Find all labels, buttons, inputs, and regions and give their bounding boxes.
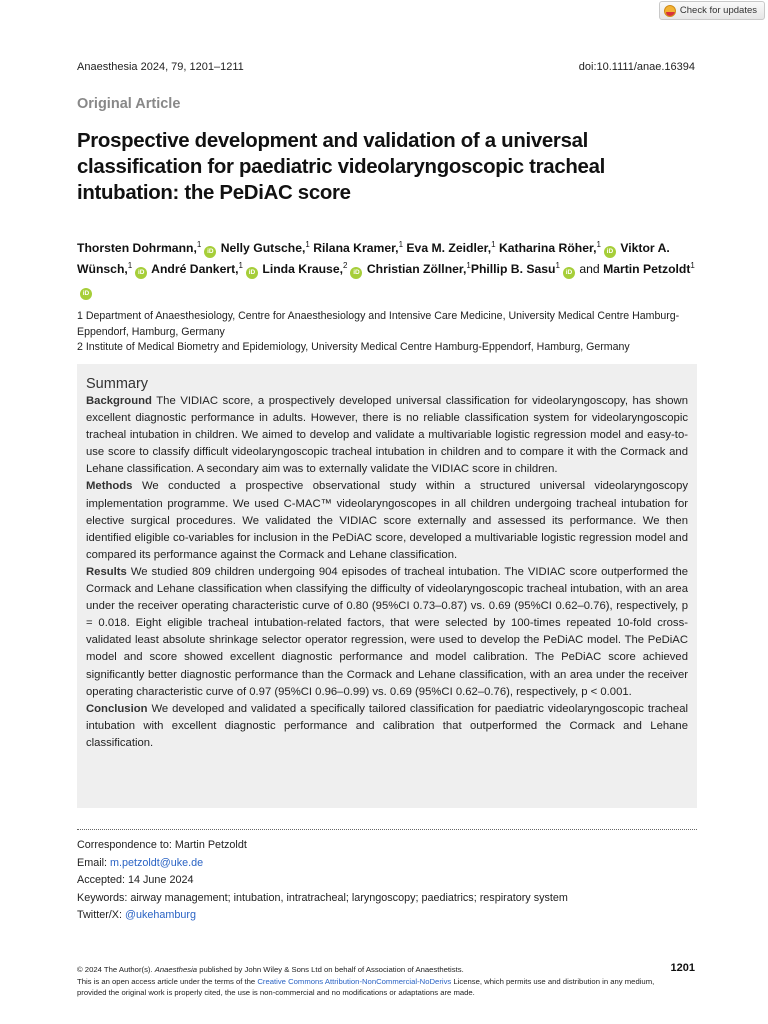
journal-citation: Anaesthesia 2024, 79, 1201–1211 xyxy=(77,61,244,73)
copyright-text: © 2024 The Author(s). xyxy=(77,965,155,974)
check-for-updates-badge[interactable] xyxy=(659,1,765,20)
accepted-date: Accepted: 14 June 2024 xyxy=(77,874,194,887)
keywords-line xyxy=(77,890,697,908)
author-affiliation-marker: 1 xyxy=(238,261,243,270)
author-name: Thorsten Dohrmann, xyxy=(77,241,197,255)
author-name: Eva M. Zeidler, xyxy=(406,241,492,255)
author-affiliation-marker: 1 xyxy=(305,240,310,249)
keywords-label: Keywords: xyxy=(77,891,131,904)
twitter-line xyxy=(77,907,697,925)
copyright-line xyxy=(77,964,657,976)
author-connector: and xyxy=(579,262,600,276)
results-text: We studied 809 children undergoing 904 episodes of tracheal intubation. The VIDIAC score outperformed the Cormack and Lehane classification when classifying the difficulty of videolaryngoscopic tracheal intubation, with an area under the receiver operating characteristic curve of 0.80 (95%CI 0.73–0.87) vs. 0.69 (95%CI 0.62–0.76), respectively, p = 0.018. Eight eligible tracheal intubation-related factors, that were selected by 100-times repeated 10-fold cross-validated least absolute shrinkage selector operator regression, were used to develop the PeDiAC model. The PeDiAC model and score showed excellent diagnostic performance and model calibration. The PeDiAC score achieved significantly better diagnostic performance than the Cormack and Lehane classification, with an area under the receiver operating characteristic curve of 0.97 (95%CI 0.96–0.99) vs. 0.69 (95%CI 0.62–0.76), respectively, p < 0.001. xyxy=(86,565,689,698)
summary-background xyxy=(86,393,688,478)
summary-heading: Summary xyxy=(86,376,149,392)
author-name: Christian Zöllner, xyxy=(366,262,467,276)
author-affiliation-marker: 1 xyxy=(127,261,133,270)
methods-label: Methods xyxy=(86,480,133,493)
orcid-icon[interactable]: iD xyxy=(350,267,362,279)
results-label: Results xyxy=(86,565,127,578)
orcid-icon[interactable]: iD xyxy=(80,288,92,300)
background-text: The VIDIAC score, a prospectively developed universal classification for videolaryngoscopy, has shown excellent diagnostic performance in adults. However, there is no reliable classification system for videolaryngoscopic tracheal intubation in children. We aimed to develop and validate a multivariable logistic regression model and easy-to-use score to classify difficult videolaryngoscopic tracheal intubation in children and to compare it with the Cormack and Lehane classification. A secondary aim was to externally validate the VIDIAC score in children. xyxy=(86,395,688,476)
author-name: Phillip B. Sasu xyxy=(470,262,556,276)
license-text-pre: This is an open access article under the terms of the xyxy=(77,976,258,986)
doi: doi:10.1111/anae.16394 xyxy=(578,61,695,73)
author-affiliation-marker: 1 xyxy=(466,261,471,270)
conclusion-label: Conclusion xyxy=(86,702,148,715)
article-type: Original Article xyxy=(77,96,181,112)
author-name: Katharina Röher, xyxy=(498,241,597,255)
page-number: 1201 xyxy=(670,962,695,974)
orcid-icon[interactable]: iD xyxy=(563,267,575,279)
license-footer xyxy=(77,964,657,999)
orcid-icon[interactable]: iD xyxy=(604,246,616,258)
author-affiliation-marker: 1 xyxy=(491,240,496,249)
summary-methods xyxy=(86,478,688,563)
correspondence-line: Correspondence to: Martin Petzoldt xyxy=(77,839,247,851)
author-affiliation-marker: 1 xyxy=(690,261,695,270)
orcid-icon[interactable]: iD xyxy=(135,267,147,279)
divider xyxy=(77,829,697,830)
affiliation-2: 2 Institute of Medical Biometry and Epidemiology, University Medical Centre Hamburg-Eppendorf, Hamburg, Germany xyxy=(77,341,630,353)
email-link[interactable]: m.petzoldt@uke.de xyxy=(110,856,204,869)
email-label: Email: xyxy=(77,856,110,869)
author-affiliation-marker: 1 xyxy=(398,240,404,249)
twitter-label: Twitter/X: xyxy=(77,909,125,922)
author-name: Linda Krause, xyxy=(262,262,343,276)
article-title: Prospective development and validation of a universal classification for paediatric videolaryngoscopic tracheal intubation: the PeDiAC score xyxy=(77,130,605,204)
author-affiliation-marker: 1 xyxy=(596,240,601,249)
correspondence-block xyxy=(77,837,697,925)
affiliation-1: 1 Department of Anaesthesiology, Centre for Anaesthesiology and Intensive Care Medicine, University Medical Centre Hamburg-Eppendorf, Hamburg, Germany xyxy=(77,310,680,338)
summary-box xyxy=(77,364,697,808)
author-affiliation-marker: 1 xyxy=(555,261,560,270)
author-name: Rilana Kramer, xyxy=(313,241,399,255)
license-link[interactable]: Creative Commons Attribution-NonCommercial-NoDerivs xyxy=(257,976,452,986)
conclusion-text: We developed and validated a specifically tailored classification for paediatric videolaryngoscopic tracheal intubation with excellent diagnostic performance and calibration that outperformed the Cormack and Lehane classification. xyxy=(86,702,689,749)
crossmark-icon xyxy=(664,5,676,17)
background-label: Background xyxy=(86,395,152,407)
summary-results xyxy=(86,564,688,701)
summary-conclusion xyxy=(86,701,688,752)
author-affiliation-marker: 1 xyxy=(196,240,202,249)
orcid-icon[interactable]: iD xyxy=(204,246,216,258)
email-line xyxy=(77,855,697,873)
author-name: Martin Petzoldt xyxy=(603,262,691,276)
check-for-updates-label: Check for updates xyxy=(679,5,757,16)
author-affiliation-marker: 2 xyxy=(342,261,348,270)
publisher-text: published by John Wiley & Sons Ltd on behalf of Association of Anaesthetists. xyxy=(197,965,464,974)
methods-text: We conducted a prospective observational study within a structured universal videolaryngoscopy implementation programme. We used C-MAC™ videolaryngoscopes in all children undergoing tracheal intubation for elective surgical procedures. We validated the VIDIAC score externally and assessed its performance. We then identified eligible co-variables for inclusion in the PeDiAC score, developed a multivariable logistic regression model and compared its performance against the Cormack and Lehane classification. xyxy=(86,480,689,561)
author-list xyxy=(77,238,697,301)
twitter-link[interactable]: @ukehamburg xyxy=(125,909,196,922)
running-header xyxy=(77,61,695,73)
license-text-post: License, which permits use and distribution in any medium, provided the original work is properly cited, the use is non-commercial and no modifications or adaptations are made. xyxy=(77,976,655,998)
license-line xyxy=(77,976,657,999)
author-name: Viktor A. Wünsch, xyxy=(77,241,670,276)
orcid-icon[interactable]: iD xyxy=(246,267,258,279)
keywords: airway management; intubation, intratracheal; laryngoscopy; paediatrics; respiratory system xyxy=(130,891,568,904)
author-name: André Dankert, xyxy=(151,262,239,276)
author-name: Nelly Gutsche, xyxy=(220,241,306,255)
affiliations xyxy=(77,309,697,356)
journal-name: Anaesthesia xyxy=(154,965,198,974)
